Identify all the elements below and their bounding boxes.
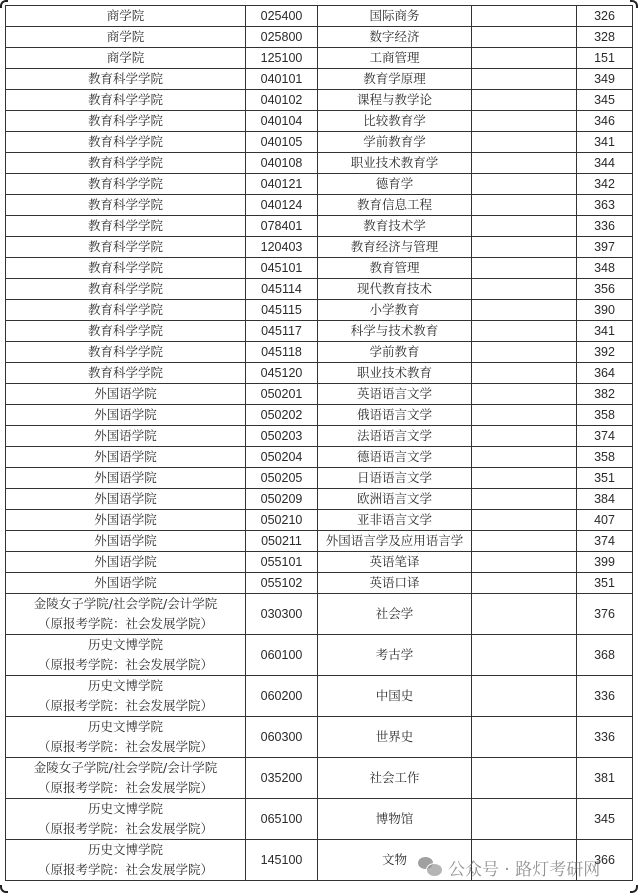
- college-cell: [6, 531, 246, 552]
- blank-cell: [472, 237, 577, 258]
- score-cell: 358: [577, 447, 633, 468]
- blank-cell: [472, 489, 577, 510]
- major-name-cell: 科学与技术教育: [318, 321, 472, 342]
- college-note: （原报考学院：社会发展学院）: [37, 698, 213, 713]
- college-cell: [6, 384, 246, 405]
- major-name-cell: 教育信息工程: [318, 195, 472, 216]
- major-code-cell: 040101: [246, 69, 318, 90]
- college-name: 教育科学学院: [87, 323, 163, 338]
- college-cell: [6, 717, 246, 758]
- college-name: 教育科学学院: [87, 239, 163, 254]
- college-name: 教育科学学院: [87, 134, 163, 149]
- major-name-cell: 教育学原理: [318, 69, 472, 90]
- major-code-cell: 065100: [246, 799, 318, 840]
- table-row: [6, 363, 633, 384]
- college-cell: [6, 510, 246, 531]
- college-name: 历史文博学院: [87, 678, 163, 693]
- table-row: [6, 6, 633, 27]
- score-cell: 397: [577, 237, 633, 258]
- blank-cell: [472, 174, 577, 195]
- table-row: [6, 111, 633, 132]
- major-code-cell: 050203: [246, 426, 318, 447]
- blank-cell: [472, 552, 577, 573]
- table-row: [6, 153, 633, 174]
- score-cell: 376: [577, 594, 633, 635]
- table-row: [6, 384, 633, 405]
- major-code-cell: 120403: [246, 237, 318, 258]
- blank-cell: [472, 132, 577, 153]
- major-name-cell: 法语语言文学: [318, 426, 472, 447]
- college-name: 外国语学院: [94, 407, 157, 422]
- college-cell: [6, 216, 246, 237]
- score-cell: 345: [577, 90, 633, 111]
- table-row: [6, 758, 633, 799]
- major-code-cell: 050209: [246, 489, 318, 510]
- major-name-cell: 教育技术学: [318, 216, 472, 237]
- table-row: [6, 717, 633, 758]
- major-name-cell: 英语语言文学: [318, 384, 472, 405]
- major-code-cell: 045114: [246, 279, 318, 300]
- major-name-cell: 小学教育: [318, 300, 472, 321]
- table-row: [6, 279, 633, 300]
- college-note: （原报考学院：社会发展学院）: [37, 657, 213, 672]
- college-name: 商学院: [106, 29, 145, 44]
- frame-corner: [630, 885, 638, 893]
- table-row: [6, 90, 633, 111]
- table-row: [6, 237, 633, 258]
- major-code-cell: 045115: [246, 300, 318, 321]
- score-cell: 336: [577, 717, 633, 758]
- score-table-body: [6, 6, 633, 881]
- table-row: [6, 447, 633, 468]
- table-row: [6, 489, 633, 510]
- college-cell: [6, 468, 246, 489]
- college-cell: [6, 174, 246, 195]
- blank-cell: [472, 111, 577, 132]
- major-code-cell: 040105: [246, 132, 318, 153]
- score-cell: 374: [577, 426, 633, 447]
- blank-cell: [472, 447, 577, 468]
- score-cell: 364: [577, 363, 633, 384]
- major-name-cell: 教育经济与管理: [318, 237, 472, 258]
- blank-cell: [472, 216, 577, 237]
- college-name: 外国语学院: [94, 386, 157, 401]
- table-row: [6, 840, 633, 881]
- college-cell: [6, 321, 246, 342]
- blank-cell: [472, 321, 577, 342]
- college-name: 教育科学学院: [87, 176, 163, 191]
- blank-cell: [472, 300, 577, 321]
- college-name: 金陵女子学院/社会学院/会计学院: [33, 596, 218, 611]
- college-name: 历史文博学院: [87, 719, 163, 734]
- college-cell: [6, 258, 246, 279]
- college-cell: [6, 6, 246, 27]
- college-name: 教育科学学院: [87, 71, 163, 86]
- table-row: [6, 321, 633, 342]
- major-code-cell: 030300: [246, 594, 318, 635]
- major-name-cell: 俄语语言文学: [318, 405, 472, 426]
- score-cell: 363: [577, 195, 633, 216]
- major-name-cell: 课程与教学论: [318, 90, 472, 111]
- table-row: [6, 342, 633, 363]
- major-code-cell: 045120: [246, 363, 318, 384]
- major-code-cell: 035200: [246, 758, 318, 799]
- blank-cell: [472, 363, 577, 384]
- blank-cell: [472, 468, 577, 489]
- table-row: [6, 300, 633, 321]
- major-code-cell: 050205: [246, 468, 318, 489]
- score-cell: 399: [577, 552, 633, 573]
- college-note: （原报考学院：社会发展学院）: [37, 821, 213, 836]
- score-cell: 374: [577, 531, 633, 552]
- table-row: [6, 594, 633, 635]
- college-cell: [6, 552, 246, 573]
- college-cell: [6, 676, 246, 717]
- college-name: 外国语学院: [94, 554, 157, 569]
- major-name-cell: 考古学: [318, 635, 472, 676]
- college-name: 教育科学学院: [87, 113, 163, 128]
- watermark-text: 公众号 · 路灯考研网: [448, 859, 601, 880]
- score-cell: 345: [577, 799, 633, 840]
- college-name: 历史文博学院: [87, 842, 163, 857]
- score-cell: 366: [577, 840, 633, 881]
- college-note: （原报考学院：社会发展学院）: [37, 780, 213, 795]
- major-code-cell: 050201: [246, 384, 318, 405]
- major-code-cell: 125100: [246, 48, 318, 69]
- college-cell: [6, 635, 246, 676]
- score-cell: 336: [577, 216, 633, 237]
- college-name: 教育科学学院: [87, 260, 163, 275]
- major-name-cell: 学前教育学: [318, 132, 472, 153]
- college-name: 教育科学学院: [87, 365, 163, 380]
- major-code-cell: 060100: [246, 635, 318, 676]
- college-cell: [6, 799, 246, 840]
- blank-cell: [472, 153, 577, 174]
- college-name: 外国语学院: [94, 449, 157, 464]
- college-cell: [6, 840, 246, 881]
- major-code-cell: 060200: [246, 676, 318, 717]
- table-row: [6, 258, 633, 279]
- college-name: 教育科学学院: [87, 344, 163, 359]
- major-name-cell: 数字经济: [318, 27, 472, 48]
- college-note: （原报考学院：社会发展学院）: [37, 616, 213, 631]
- major-code-cell: 055102: [246, 573, 318, 594]
- blank-cell: [472, 195, 577, 216]
- major-code-cell: 040108: [246, 153, 318, 174]
- table-row: [6, 48, 633, 69]
- blank-cell: [472, 279, 577, 300]
- score-cell: 346: [577, 111, 633, 132]
- table-row: [6, 573, 633, 594]
- score-cell: 151: [577, 48, 633, 69]
- major-code-cell: 050210: [246, 510, 318, 531]
- blank-cell: [472, 69, 577, 90]
- table-row: [6, 69, 633, 90]
- college-name: 商学院: [106, 50, 145, 65]
- major-code-cell: 025400: [246, 6, 318, 27]
- blank-cell: [472, 758, 577, 799]
- major-code-cell: 060300: [246, 717, 318, 758]
- college-cell: [6, 237, 246, 258]
- score-cell: 328: [577, 27, 633, 48]
- blank-cell: [472, 594, 577, 635]
- blank-cell: [472, 717, 577, 758]
- table-row: [6, 510, 633, 531]
- major-name-cell: 世界史: [318, 717, 472, 758]
- major-name-cell: 文物: [318, 840, 472, 881]
- major-code-cell: 040104: [246, 111, 318, 132]
- major-name-cell: 英语笔译: [318, 552, 472, 573]
- table-row: [6, 27, 633, 48]
- college-name: 教育科学学院: [87, 302, 163, 317]
- college-cell: [6, 27, 246, 48]
- table-row: [6, 635, 633, 676]
- score-cell: 351: [577, 573, 633, 594]
- college-name: 外国语学院: [94, 470, 157, 485]
- major-name-cell: 社会学: [318, 594, 472, 635]
- college-cell: [6, 195, 246, 216]
- table-row: [6, 216, 633, 237]
- college-name: 外国语学院: [94, 575, 157, 590]
- major-name-cell: 国际商务: [318, 6, 472, 27]
- college-cell: [6, 111, 246, 132]
- college-name: 教育科学学院: [87, 92, 163, 107]
- college-cell: [6, 758, 246, 799]
- college-cell: [6, 342, 246, 363]
- college-name: 外国语学院: [94, 533, 157, 548]
- score-cell: 341: [577, 321, 633, 342]
- major-code-cell: 078401: [246, 216, 318, 237]
- major-name-cell: 中国史: [318, 676, 472, 717]
- table-row: [6, 468, 633, 489]
- major-code-cell: 040124: [246, 195, 318, 216]
- score-cell: 368: [577, 635, 633, 676]
- college-cell: [6, 132, 246, 153]
- blank-cell: [472, 48, 577, 69]
- college-name: 教育科学学院: [87, 197, 163, 212]
- college-cell: [6, 279, 246, 300]
- major-name-cell: 职业技术教育: [318, 363, 472, 384]
- major-name-cell: 日语语言文学: [318, 468, 472, 489]
- score-cell: 407: [577, 510, 633, 531]
- college-name: 外国语学院: [94, 512, 157, 527]
- table-row: [6, 132, 633, 153]
- blank-cell: [472, 342, 577, 363]
- college-cell: [6, 153, 246, 174]
- college-note: （原报考学院：社会发展学院）: [37, 739, 213, 754]
- score-cell: 336: [577, 676, 633, 717]
- college-cell: [6, 426, 246, 447]
- blank-cell: [472, 676, 577, 717]
- score-cell: 390: [577, 300, 633, 321]
- table-row: [6, 531, 633, 552]
- college-cell: [6, 300, 246, 321]
- college-cell: [6, 363, 246, 384]
- score-cell: 344: [577, 153, 633, 174]
- score-cell: 349: [577, 69, 633, 90]
- major-name-cell: 欧洲语言文学: [318, 489, 472, 510]
- college-note: （原报考学院：社会发展学院）: [37, 862, 213, 877]
- major-name-cell: 德语语言文学: [318, 447, 472, 468]
- table-row: [6, 552, 633, 573]
- college-cell: [6, 573, 246, 594]
- major-code-cell: 045101: [246, 258, 318, 279]
- college-name: 教育科学学院: [87, 281, 163, 296]
- college-name: 教育科学学院: [87, 218, 163, 233]
- major-code-cell: 040121: [246, 174, 318, 195]
- table-row: [6, 676, 633, 717]
- major-name-cell: 比较教育学: [318, 111, 472, 132]
- major-code-cell: 050204: [246, 447, 318, 468]
- blank-cell: [472, 635, 577, 676]
- college-name: 历史文博学院: [87, 801, 163, 816]
- major-name-cell: 现代教育技术: [318, 279, 472, 300]
- table-row: [6, 195, 633, 216]
- major-name-cell: 社会工作: [318, 758, 472, 799]
- major-code-cell: 145100: [246, 840, 318, 881]
- score-cell: 348: [577, 258, 633, 279]
- blank-cell: [472, 531, 577, 552]
- score-cell: 358: [577, 405, 633, 426]
- score-cell: 351: [577, 468, 633, 489]
- major-code-cell: 025800: [246, 27, 318, 48]
- major-name-cell: 职业技术教育学: [318, 153, 472, 174]
- table-row: [6, 174, 633, 195]
- college-cell: [6, 594, 246, 635]
- college-name: 商学院: [106, 8, 145, 23]
- college-name: 金陵女子学院/社会学院/会计学院: [33, 760, 218, 775]
- score-cell: 342: [577, 174, 633, 195]
- college-name: 历史文博学院: [87, 637, 163, 652]
- blank-cell: [472, 426, 577, 447]
- blank-cell: [472, 384, 577, 405]
- major-code-cell: 045118: [246, 342, 318, 363]
- major-name-cell: 博物馆: [318, 799, 472, 840]
- blank-cell: [472, 258, 577, 279]
- major-code-cell: 045117: [246, 321, 318, 342]
- college-cell: [6, 405, 246, 426]
- blank-cell: [472, 799, 577, 840]
- blank-cell: [472, 27, 577, 48]
- major-code-cell: 040102: [246, 90, 318, 111]
- blank-cell: [472, 6, 577, 27]
- score-cell: 392: [577, 342, 633, 363]
- major-name-cell: 亚非语言文学: [318, 510, 472, 531]
- major-name-cell: 工商管理: [318, 48, 472, 69]
- college-name: 外国语学院: [94, 428, 157, 443]
- score-cell: 381: [577, 758, 633, 799]
- college-cell: [6, 48, 246, 69]
- blank-cell: [472, 840, 577, 881]
- major-name-cell: 外国语言学及应用语言学: [318, 531, 472, 552]
- blank-cell: [472, 573, 577, 594]
- score-cell: 384: [577, 489, 633, 510]
- major-name-cell: 英语口译: [318, 573, 472, 594]
- college-cell: [6, 447, 246, 468]
- score-cell: 356: [577, 279, 633, 300]
- score-cell: 382: [577, 384, 633, 405]
- college-name: 教育科学学院: [87, 155, 163, 170]
- major-name-cell: 德育学: [318, 174, 472, 195]
- score-cell: 326: [577, 6, 633, 27]
- college-cell: [6, 489, 246, 510]
- score-table: [5, 5, 633, 881]
- table-row: [6, 426, 633, 447]
- major-code-cell: 050211: [246, 531, 318, 552]
- blank-cell: [472, 510, 577, 531]
- major-code-cell: 050202: [246, 405, 318, 426]
- score-cell: 341: [577, 132, 633, 153]
- major-code-cell: 055101: [246, 552, 318, 573]
- college-name: 外国语学院: [94, 491, 157, 506]
- table-row: [6, 405, 633, 426]
- college-cell: [6, 69, 246, 90]
- blank-cell: [472, 90, 577, 111]
- frame-corner: [0, 885, 8, 893]
- blank-cell: [472, 405, 577, 426]
- college-cell: [6, 90, 246, 111]
- major-name-cell: 教育管理: [318, 258, 472, 279]
- major-name-cell: 学前教育: [318, 342, 472, 363]
- table-row: [6, 799, 633, 840]
